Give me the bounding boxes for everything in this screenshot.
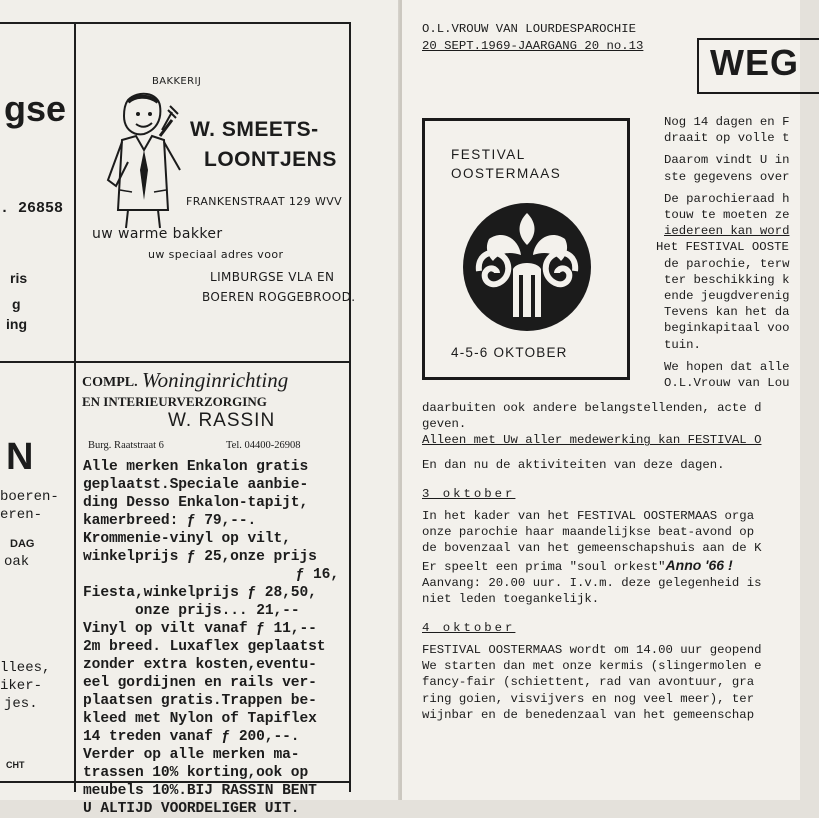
section-line: fancy-fair (schiettent, rad van avontuur, gra — [422, 675, 755, 690]
rassin-body-line: kamerbreed: ƒ 79,--. — [83, 513, 257, 529]
intro-text — [656, 114, 790, 391]
rassin-body-line: 14 treden vanaf ƒ 200,--. — [83, 729, 300, 745]
rassin-body-line: 2m breed. Luxaflex geplaatst — [83, 639, 326, 655]
frame-line-right — [349, 22, 351, 792]
smeets-name-line-1: W. SMEETS- — [190, 118, 319, 141]
section-line: In het kader van het FESTIVAL OOSTERMAAS orga — [422, 509, 755, 523]
ad2-lower-line-1: llees, — [0, 660, 51, 676]
ad2-lower-line-2: iker- — [0, 678, 43, 694]
smeets-line-2: LIMBURGSE VLA EN — [210, 270, 335, 284]
rassin-body-line: meubels 10%.BIJ RASSIN BENT — [83, 783, 317, 799]
ad2-big-letter: N — [6, 436, 34, 478]
section-oct-4 — [422, 642, 761, 723]
ad2-line-2: eren- — [0, 507, 43, 523]
frame-line-middle — [0, 361, 351, 363]
intro-line: de parochie, terw — [664, 256, 790, 271]
body-line: Alleen met Uw aller medewerking kan FESTIVAL O — [422, 433, 762, 448]
ad1-line-2: g — [12, 296, 21, 312]
section-line-text: Er speelt een prima "soul orkest" — [422, 559, 666, 574]
rassin-body-line: trassen 10% korting,ook op — [83, 765, 309, 781]
rassin-body-line: Fiesta,winkelprijs ƒ 28,50, — [83, 585, 317, 601]
section-heading-oct-3: 3 oktober — [422, 487, 516, 501]
frame-line-left — [74, 22, 76, 792]
smeets-line-1: uw speciaal adres voor — [148, 248, 284, 261]
rassin-address: Burg. Raatstraat 6 — [88, 440, 164, 451]
intro-line: Het FESTIVAL OOSTE — [656, 240, 789, 255]
intro-line: Tevens kan het da — [664, 305, 790, 320]
ad2-footer-fragment: CHT — [6, 760, 25, 770]
body-line: En dan nu de aktiviteiten van deze dagen. — [422, 457, 725, 472]
rassin-body-line: kleed met Nylon of Tapiflex — [83, 711, 317, 727]
rassin-body-line: Vinyl op vilt vanaf ƒ 11,-- — [83, 621, 317, 637]
section-line: ring goien, visvijvers en nog veel meer), ter — [422, 691, 755, 706]
section-heading-oct-4: 4 oktober — [422, 621, 516, 635]
ad1-line-1: ris — [10, 270, 28, 286]
poster-dates: 4-5-6 OKTOBER — [451, 345, 568, 360]
section-oct-3 — [422, 508, 761, 607]
intro-line: O.L.Vrouw van Lou — [664, 376, 790, 391]
ad1-title-fragment: gse — [4, 88, 67, 129]
frame-line-top — [0, 22, 351, 24]
intro-line: tuin. — [664, 337, 701, 352]
body-text — [422, 400, 761, 473]
rassin-phone: Tel. 04400-26908 — [226, 440, 301, 451]
rassin-name: W. RASSIN — [168, 410, 276, 431]
intro-line: draait op volle t — [664, 131, 790, 146]
smeets-address: FRANKENSTRAAT 129 WVV — [186, 195, 343, 208]
ad1-line-3: ing — [6, 316, 27, 332]
rassin-body-line: Alle merken Enkalon gratis — [83, 459, 309, 475]
ad2-line-1: boeren- — [0, 489, 59, 505]
intro-line: touw te moeten ze — [664, 208, 790, 223]
ad2-line-4: oak — [4, 554, 30, 570]
rassin-body-line: zonder extra kosten,eventu- — [83, 657, 317, 673]
intro-line: We hopen dat alle — [664, 359, 790, 374]
rassin-body-line: U ALTIJD VOORDELIGER UIT. — [83, 801, 300, 817]
intro-line: Nog 14 dagen en F — [664, 115, 790, 129]
right-page — [402, 0, 800, 800]
body-line: daarbuiten ook andere belangstellenden, acte d — [422, 401, 762, 415]
rassin-heading: Woninginrichting — [142, 368, 289, 392]
section-line: wijnbar en de benedenzaal van het gemeenschap — [422, 707, 755, 722]
intro-line: ter beschikking k — [664, 272, 790, 287]
rassin-body-line: onze prijs... 21,-- — [135, 603, 300, 619]
left-page — [0, 0, 400, 817]
rassin-body-line: ƒ 16, — [295, 567, 339, 583]
handwritten-anno-66: Anno '66 ! — [665, 556, 733, 573]
rassin-prefix: COMPL. — [82, 375, 138, 390]
issue-header: 20 SEPT.1969-JAARGANG 20 no.13 — [422, 39, 644, 53]
rassin-body-line: eel gordijnen en rails ver- — [83, 675, 317, 691]
smeets-slogan: uw warme bakker — [92, 226, 223, 242]
rassin-subheading: EN INTERIEURVERZORGING — [82, 394, 267, 409]
rassin-body-line: Verder op alle merken ma- — [83, 747, 300, 763]
festival-poster — [422, 118, 630, 380]
poster-title-1: FESTIVAL — [451, 147, 526, 162]
intro-line: ende jeugdverenig — [664, 289, 790, 304]
ad2-line-3: DAG — [10, 538, 35, 550]
intro-line: iedereen kan word — [664, 224, 790, 239]
section-line: onze parochie haar maandelijkse beat-avond op — [422, 525, 755, 540]
body-line: geven. — [422, 417, 467, 432]
rassin-body — [83, 458, 345, 818]
festival-emblem-icon — [459, 199, 595, 335]
section-line: niet leden toegankelijk. — [422, 592, 600, 607]
smeets-line-3: BOEREN ROGGEBROOD. — [202, 290, 356, 304]
poster-title-2: OOSTERMAAS — [451, 166, 562, 181]
ad1-phone-fragment: . 26858 — [0, 200, 64, 217]
intro-line: ste gegevens over — [664, 169, 790, 184]
intro-line: De parochieraad h — [664, 191, 790, 206]
section-line: FESTIVAL OOSTERMAAS wordt om 14.00 uur geopend — [422, 643, 762, 657]
section-line: de bovenzaal van het gemeenschapshuis aan de K — [422, 541, 762, 556]
smeets-tag: BAKKERIJ — [152, 76, 202, 87]
section-line — [422, 557, 761, 575]
intro-line: beginkapitaal voo — [664, 321, 790, 336]
rassin-body-line: winkelprijs ƒ 25,onze prijs — [83, 549, 317, 565]
rassin-body-line: ding Desso Enkalon-tapijt, — [83, 495, 309, 511]
banner-text: WEG — [710, 42, 799, 83]
baker-illustration — [98, 90, 190, 230]
rassin-body-line: plaatsen gratis.Trappen be- — [83, 693, 317, 709]
intro-line: Daarom vindt U in — [664, 153, 790, 168]
rassin-body-line: geplaatst.Speciale aanbie- — [83, 477, 309, 493]
smeets-name-line-2: LOONTJENS — [204, 148, 337, 171]
ad2-lower-line-3: jes. — [4, 696, 38, 712]
section-line: We starten dan met onze kermis (slingermolen e — [422, 659, 762, 674]
section-line: Aanvang: 20.00 uur. I.v.m. deze gelegenheid is — [422, 575, 762, 590]
rassin-body-line: Krommenie-vinyl op vilt, — [83, 531, 291, 547]
parish-header: O.L.VROUW VAN LOURDESPAROCHIE — [422, 22, 637, 36]
